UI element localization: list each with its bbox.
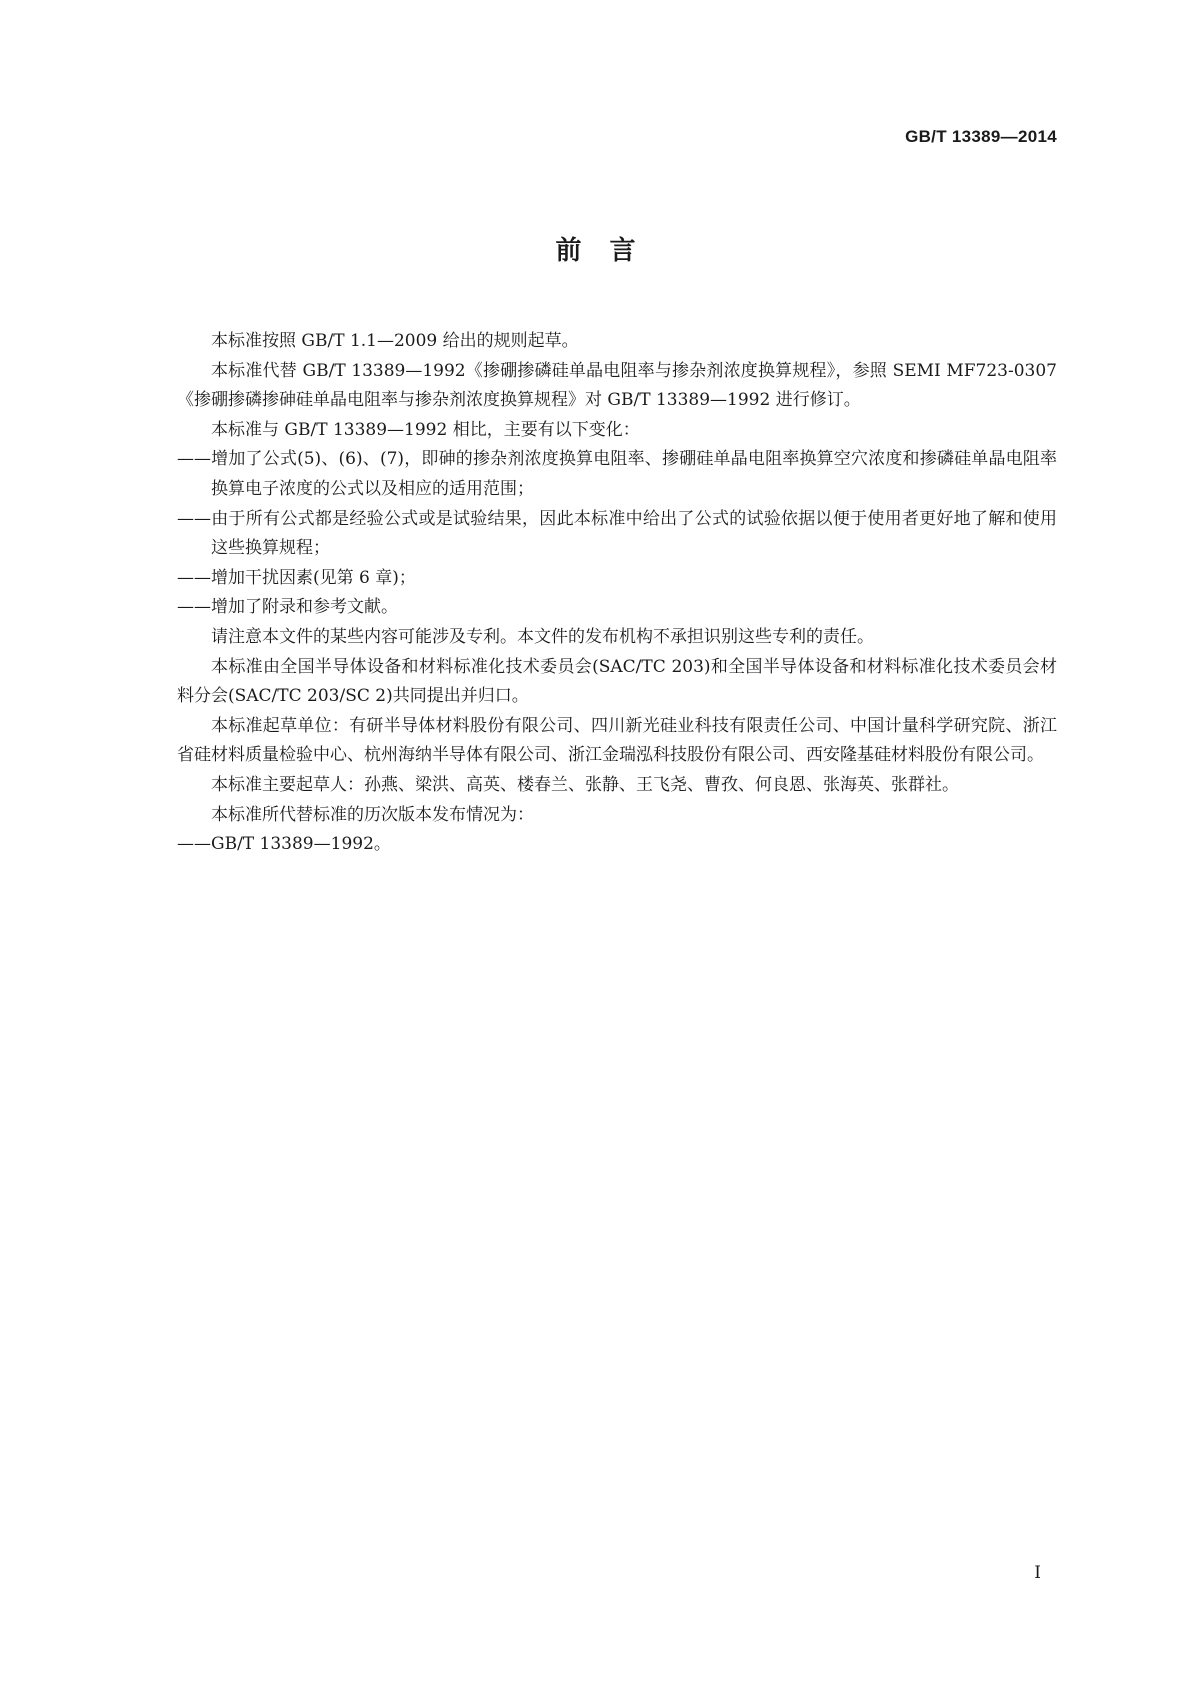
paragraph-history-intro: 本标准所代替标准的历次版本发布情况为： xyxy=(211,804,534,825)
paragraph-proposer: 本标准由全国半导体设备和材料标准化技术委员会(SAC/TC 203)和全国半导体设备和材料标准化技术委员会材料分会(SAC/TC 203/SC 2)共同提出并归口。 xyxy=(177,656,1057,707)
page-title: 前言 xyxy=(555,236,664,266)
list-item-change-formulas: ——增加了公式(5)、(6)、(7)，即砷的掺杂剂浓度换算电阻率、掺硼硅单晶电阻率换算空穴浓度和掺磷硅单晶电阻率换算电子浓度的公式以及相应的适用范围； xyxy=(177,449,1057,499)
paragraph-drafting-rules: 本标准按照 GB/T 1.1—2009 给出的规则起草。 xyxy=(211,331,579,351)
paragraph-replacement-note: 本标准代替 GB/T 13389—1992《掺硼掺磷硅单晶电阻率与掺杂剂浓度换算规程》，参照 SEMI MF723-0307《掺硼掺磷掺砷硅单晶电阻率与掺杂剂浓度换算规程》对 GB/T 13389—1992 进行修订。 xyxy=(177,360,1057,411)
paragraph-drafters: 本标准主要起草人：孙燕、梁洪、高英、楼春兰、张静、王飞尧、曹孜、何良恩、张海英、张群社。 xyxy=(211,774,959,795)
paragraph-changes-intro: 本标准与 GB/T 13389—1992 相比，主要有以下变化： xyxy=(211,419,640,440)
list-item-change-interference: ——增加干扰因素(见第 6 章)； xyxy=(177,567,416,588)
list-item-change-appendix: ——增加了附录和参考文献。 xyxy=(177,597,398,618)
paragraph-drafting-units: 本标准起草单位：有研半导体材料股份有限公司、四川新光硅业科技有限责任公司、中国计量科学研究院、浙江省硅材料质量检验中心、杭州海纳半导体有限公司、浙江金瑞泓科技股份有限公司、西安隆基硅材料股份有限公司。 xyxy=(177,715,1057,766)
foreword-body xyxy=(177,327,1057,860)
list-item-change-test-basis: ——由于所有公式都是经验公式或是试验结果，因此本标准中给出了公式的试验依据以便于使用者更好地了解和使用这些换算规程； xyxy=(177,508,1057,559)
paragraph-patent-notice: 请注意本文件的某些内容可能涉及专利。本文件的发布机构不承担识别这些专利的责任。 xyxy=(211,626,874,647)
page-number: I xyxy=(1034,1563,1041,1583)
list-item-history-version: ——GB/T 13389—1992。 xyxy=(177,834,391,855)
standard-code-header: GB/T 13389—2014 xyxy=(905,127,1057,146)
